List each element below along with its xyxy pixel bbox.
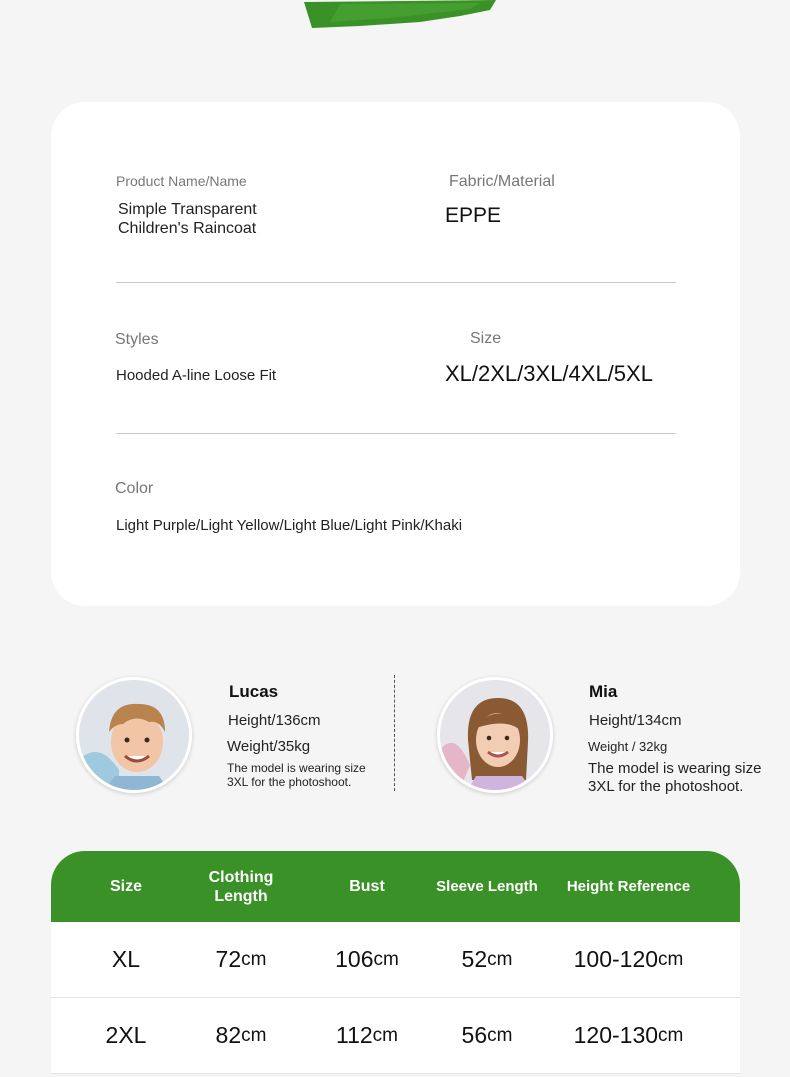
cell-length: 72 cm: [215, 946, 267, 972]
divider: [116, 433, 676, 434]
model-weight: Weight/35kg: [227, 738, 311, 755]
model-note: The model is wearing size 3XL for the photoshoot.: [227, 761, 366, 789]
brush-stroke-decoration: [300, 0, 500, 30]
cell-size: 2XL: [105, 1022, 147, 1048]
header-clothing-length: Clothing Length: [208, 868, 274, 905]
fabric-value: EPPE: [445, 204, 502, 227]
header-sleeve-length: Sleeve Length: [436, 878, 538, 895]
cell-sleeve: 56 cm: [461, 1022, 513, 1048]
model-avatar-mia: [437, 677, 553, 793]
styles-value: Hooded A-line Loose Fit: [116, 367, 277, 384]
divider: [116, 282, 676, 283]
model-separator: [394, 675, 395, 791]
size-label: Size: [470, 330, 502, 347]
cell-height: 100-120 cm: [573, 946, 684, 972]
cell-height: 120-130 cm: [573, 1022, 684, 1048]
model-weight: Weight / 32kg: [588, 739, 668, 754]
model-avatar-lucas: [76, 677, 192, 793]
header-height-reference: Height Reference: [566, 878, 691, 895]
fabric-label: Fabric/Material: [449, 173, 555, 190]
model-height: Height/136cm: [228, 712, 321, 729]
cell-length: 82 cm: [215, 1022, 267, 1048]
color-label: Color: [115, 480, 154, 497]
model-note: The model is wearing size 3XL for the photoshoot.: [588, 760, 762, 795]
header-bust: Bust: [349, 878, 385, 895]
size-value: XL/2XL/3XL/4XL/5XL: [445, 361, 653, 386]
table-row: [51, 998, 740, 1074]
color-value: Light Purple/Light Yellow/Light Blue/Light Pink/Khaki: [116, 517, 463, 534]
size-table-header: [51, 851, 740, 922]
header-size: Size: [109, 878, 142, 895]
cell-sleeve: 52 cm: [461, 946, 513, 972]
cell-size: XL: [111, 946, 141, 972]
table-row: [51, 922, 740, 998]
model-name: Mia: [589, 682, 618, 701]
product-info-card: [51, 102, 740, 606]
product-name-value: Simple Transparent Children's Raincoat: [118, 201, 257, 237]
size-table: [51, 851, 740, 1074]
model-height: Height/134cm: [589, 712, 682, 729]
styles-label: Styles: [115, 331, 159, 348]
cell-bust: 112 cm: [336, 1022, 398, 1048]
cell-bust: 106 cm: [335, 946, 399, 972]
product-name-label: Product Name/Name: [116, 173, 247, 189]
model-name: Lucas: [229, 682, 279, 701]
